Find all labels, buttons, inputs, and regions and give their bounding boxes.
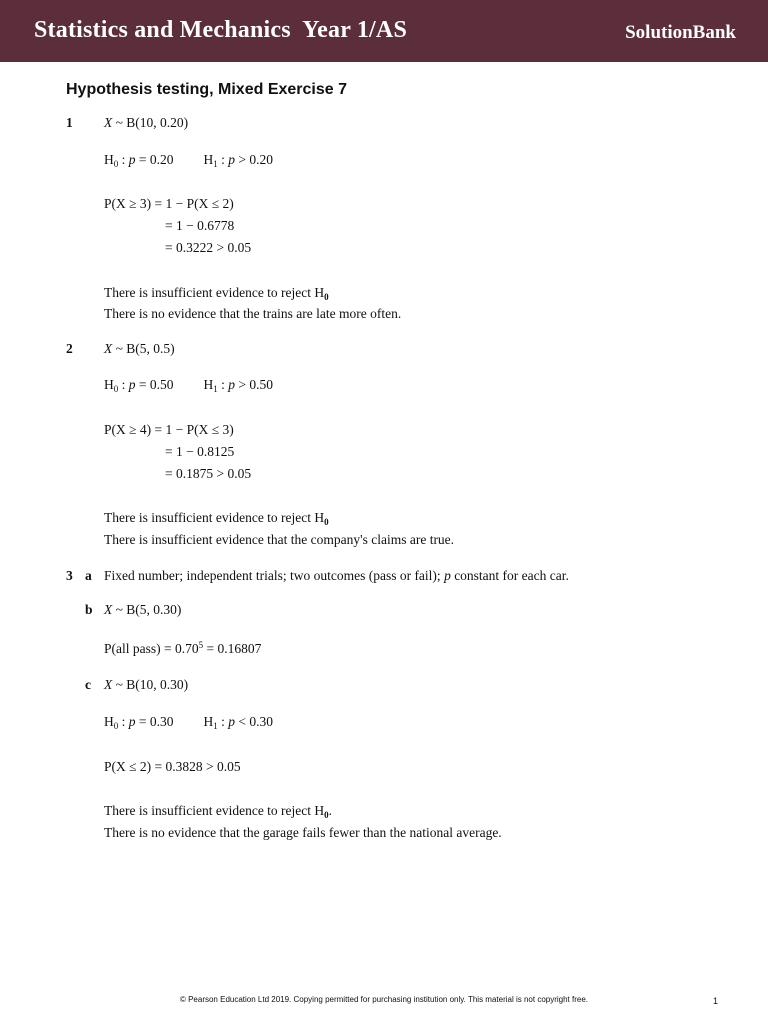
q1-dist-text: ~ B(10, 0.20) bbox=[112, 115, 189, 130]
q3c-conclusion-1: There is insufficient evidence to reject $H_0$. bbox=[104, 803, 333, 820]
q1-h1-value: > 0.20 bbox=[235, 152, 274, 167]
q2-prob-line-3: = 0.1875 > 0.05 bbox=[165, 466, 252, 481]
q1-p-symbol: p bbox=[128, 152, 136, 167]
q1-conclusion-2: There is no evidence that the trains are late more often. bbox=[104, 306, 402, 321]
page-heading: Hypothesis testing, Mixed Exercise 7 bbox=[66, 81, 347, 98]
q3-part-a-text: Fixed number; independent trials; two outcomes (pass or fail); p constant for each car. bbox=[104, 568, 569, 583]
q3b-distribution: X ~ B(5, 0.30) bbox=[104, 602, 182, 617]
question-number-3: 3 bbox=[66, 568, 73, 583]
q1-h0-value: = 0.20 bbox=[135, 152, 174, 167]
q1-conclusion-1: There is insufficient evidence to reject $H_0$ bbox=[104, 285, 329, 302]
q1-prob-line-1: P(X ≥ 3) = 1 − P(X ≤ 2) bbox=[104, 196, 234, 211]
q1-distribution bbox=[104, 115, 188, 131]
q1-prob-line-3: = 0.3222 > 0.05 bbox=[165, 240, 252, 255]
q3-part-c-label: c bbox=[85, 677, 91, 692]
q1-hypotheses: $H_0$ : p = 0.20 $H_1$ : p > 0.20 bbox=[104, 152, 274, 169]
header-banner bbox=[0, 0, 768, 62]
q2-prob-line-2: = 1 − 0.8125 bbox=[165, 444, 235, 459]
q2-prob-line-1: P(X ≥ 4) = 1 − P(X ≤ 3) bbox=[104, 422, 234, 437]
question-number-1: 1 bbox=[66, 115, 73, 130]
q3c-hypotheses: $H_0$ : p = 0.30 $H_1$ : p < 0.30 bbox=[104, 714, 274, 731]
copyright-footer: © Pearson Education Ltd 2019. Copying permitted for purchasing institution only. This material is not copyright free. bbox=[179, 995, 589, 1004]
brand-name: SolutionBank bbox=[625, 22, 736, 43]
q3b-probability: P(all pass) = $0.70^5 = 0.16807$ bbox=[104, 640, 262, 656]
q1-prob-line-2: = 1 − 0.6778 bbox=[165, 218, 235, 233]
q3-part-b-label: b bbox=[85, 602, 93, 617]
q3c-distribution: X ~ B(10, 0.30) bbox=[104, 677, 189, 692]
q1-h1-sub: 1 bbox=[213, 159, 218, 169]
q3c-conclusion-2: There is no evidence that the garage fails fewer than the national average. bbox=[104, 825, 502, 840]
q3c-probability: P(X ≤ 2) = 0.3828 > 0.05 bbox=[104, 759, 241, 774]
q2-conclusion-1: There is insufficient evidence to reject $H_0$ bbox=[104, 510, 329, 527]
q2-hypotheses: $H_0$ : p = 0.50 $H_1$ : p > 0.50 bbox=[104, 377, 274, 394]
page-number: 1 bbox=[713, 996, 719, 1006]
q2-conclusion-2: There is insufficient evidence that the company's claims are true. bbox=[104, 532, 455, 547]
q3-part-a-label: a bbox=[85, 568, 92, 583]
q2-distribution: X ~ B(5, 0.5) bbox=[104, 341, 175, 356]
q1-h0-sub: 0 bbox=[113, 159, 119, 169]
question-number-2: 2 bbox=[66, 341, 73, 356]
book-title: Statistics and Mechanics Year 1/AS bbox=[34, 17, 407, 43]
q1-dist-var: X bbox=[104, 115, 113, 130]
